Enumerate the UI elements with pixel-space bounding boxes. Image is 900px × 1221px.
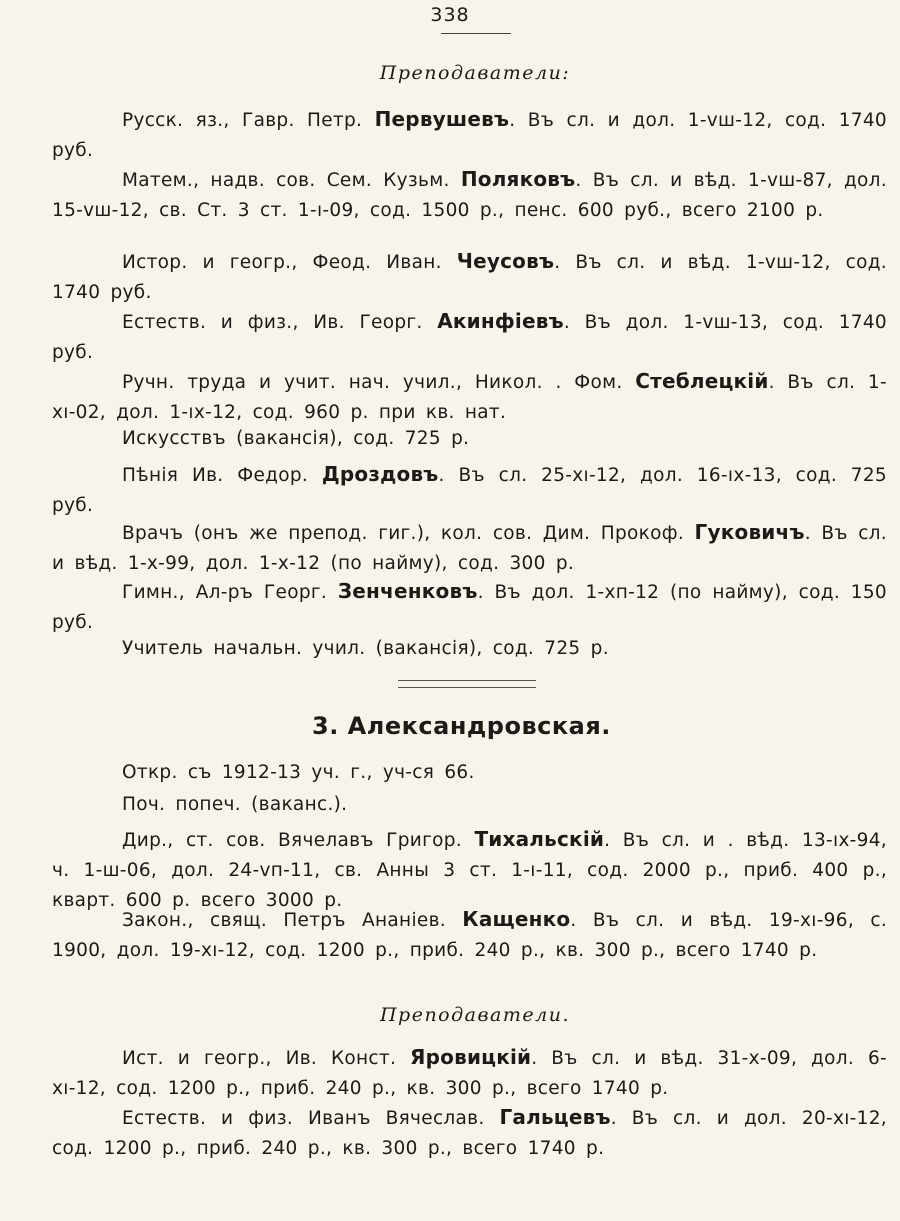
entry-tikhalsky: Дир., ст. сов. Вячелавъ Григор. Тихальскій. Въ сл. и . вѣд. 13-ıx-94, ч. 1-ш-06, дол. 24-vп-11, св. Анны 3 ст. 1-ı-11, сод. 2000 р., приб. 400 р., кварт. 600 р. всего 3000 р. (52, 827, 887, 911)
person-name: Зенченковъ (337, 579, 478, 603)
entry-stebletsky: Ручн. труда и учит. нач. учил., Никол. . Фом. Стеблецкій. Въ сл. 1-xı-02, дол. 1-ıx-12, сод. 960 р. при кв. нат. (52, 369, 887, 423)
person-name: Кащенко (462, 907, 571, 931)
person-name: Поляковъ (460, 167, 576, 191)
person-name: Гуковичъ (694, 520, 805, 544)
person-name: Чеусовъ (456, 249, 555, 273)
entry-opened: Откр. съ 1912-13 уч. г., уч-ся 66. (122, 762, 475, 783)
entry-cheusov: Истор. и геогр., Феод. Иван. Чеусовъ. Въ сл. и вѣд. 1-vш-12, сод. 1740 руб. (52, 249, 887, 303)
person-name: Стеблецкій (635, 369, 769, 393)
entry-drozdov: Пѣнія Ив. Федор. Дроздовъ. Въ сл. 25-xı-12, дол. 16-ıx-13, сод. 725 руб. (52, 462, 887, 516)
page-number-rule (441, 33, 511, 34)
page-number: 338 (430, 4, 470, 26)
section-title: 3. Александровская. (312, 712, 611, 740)
teachers-heading-1: Преподаватели: (379, 62, 571, 84)
entry-zenchenkov: Гимн., Ал-ръ Георг. Зенченковъ. Въ дол. 1-xп-12 (по найму), сод. 150 руб. (52, 579, 887, 633)
entry-akinfiev: Естеств. и физ., Ив. Георг. Акинфіевъ. Въ дол. 1-vш-13, сод. 1740 руб. (52, 309, 887, 363)
entry-gukovich: Врачъ (онъ же препод. гиг.), кол. сов. Дим. Прокоф. Гуковичъ. Въ сл. и вѣд. 1-x-99, дол. 1-x-12 (по найму), сод. 300 р. (52, 520, 887, 574)
teachers-heading-2: Преподаватели. (379, 1004, 571, 1026)
entry-pervushev: Русск. яз., Гавр. Петр. Первушевъ. Въ сл. и дол. 1-vш-12, сод. 1740 руб. (52, 107, 887, 161)
person-name: Акинфіевъ (437, 309, 564, 333)
section-separator (398, 680, 536, 688)
entry-polyakov: Матем., надв. сов. Сем. Кузьм. Поляковъ. Въ сл. и вѣд. 1-vш-87, дол. 15-vш-12, св. Ст. 3 ст. 1-ı-09, сод. 1500 р., пенс. 600 руб., всего 2100 р. (52, 167, 887, 221)
person-name: Яровицкій (410, 1045, 532, 1069)
person-name: Дроздовъ (321, 462, 439, 486)
entry-kashchenko: Закон., свящ. Петръ Ананіев. Кащенко. Въ сл. и вѣд. 19-xı-96, с. 1900, дол. 19-xı-12, сод. 1200 р., приб. 240 р., кв. 300 р., всего 1740 р. (52, 907, 887, 961)
entry-trustee: Поч. попеч. (ваканс.). (122, 794, 348, 815)
person-name: Тихальскій (474, 827, 605, 851)
entry-teacher-vacancy: Учитель начальн. учил. (вакансія), сод. 725 р. (122, 638, 609, 659)
person-name: Гальцевъ (499, 1105, 611, 1129)
person-name: Первушевъ (374, 107, 510, 131)
entry-arts-vacancy: Искусствъ (вакансія), сод. 725 р. (122, 428, 470, 449)
entry-galtsev: Естеств. и физ. Иванъ Вячеслав. Гальцевъ. Въ сл. и дол. 20-xı-12, сод. 1200 р., приб. 240 р., кв. 300 р., всего 1740 р. (52, 1105, 887, 1159)
entry-yarovitsky: Ист. и геогр., Ив. Конст. Яровицкій. Въ сл. и вѣд. 31-x-09, дол. 6-xı-12, сод. 1200 р., приб. 240 р., кв. 300 р., всего 1740 р. (52, 1045, 887, 1099)
